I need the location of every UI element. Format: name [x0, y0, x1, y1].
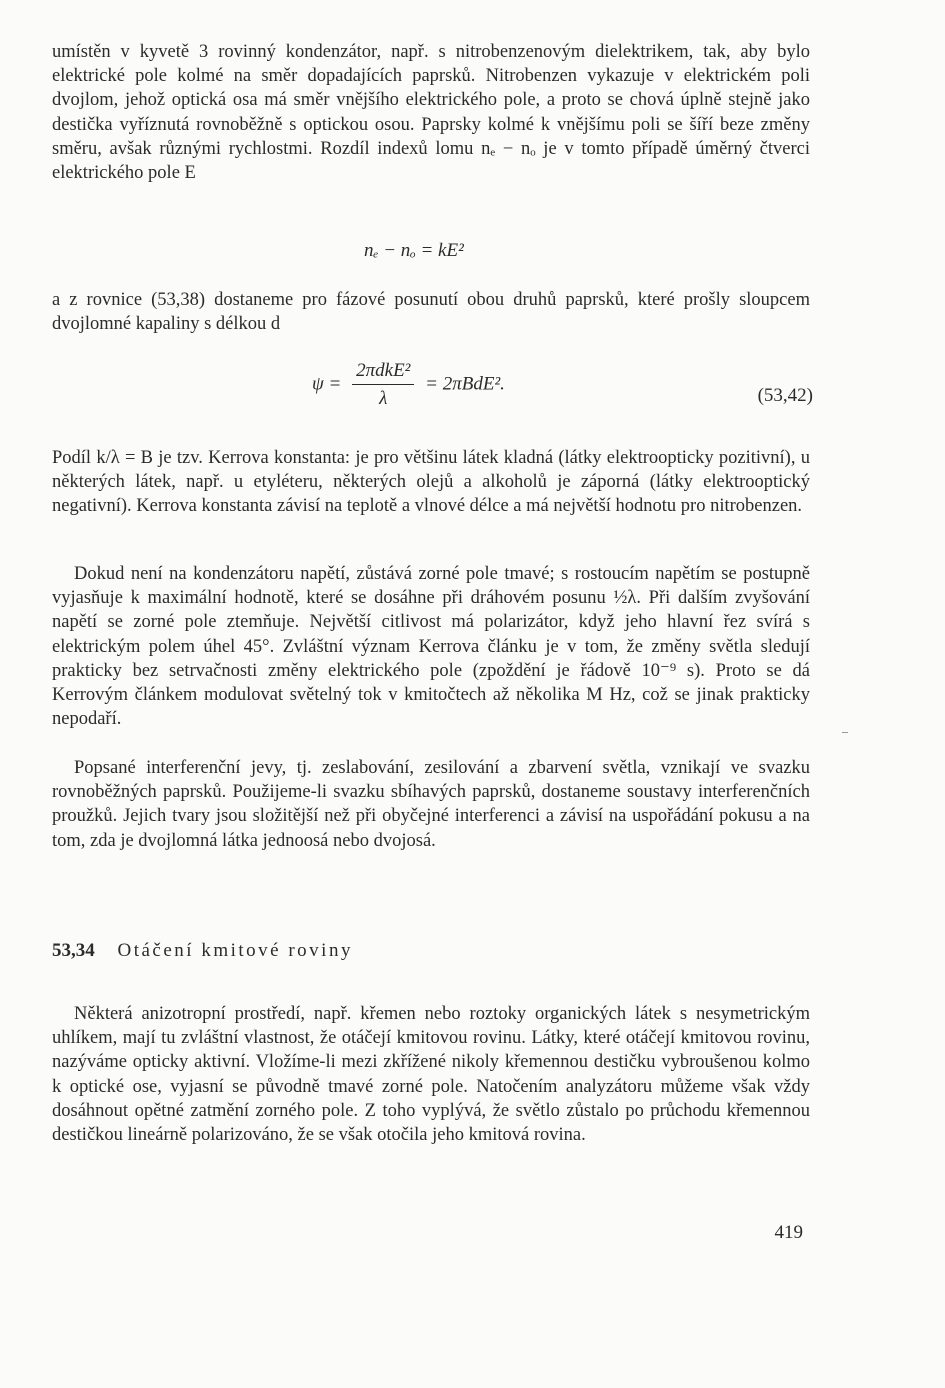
margin-mark [842, 732, 848, 733]
page-number: 419 [774, 1222, 803, 1243]
equation-fraction [352, 360, 414, 410]
paragraph-kerr-cell-behaviour: Dokud není na kondenzátoru napětí, zůstává zorné pole tmavé; s rostoucím napětím se postupně vyjasňuje k maximální hodnotě, které se dosáhne při dráhovém posunu ½λ. Při dalším zvyšování napětí se zorné pole ztemňuje. Největší citlivost má polarizátor, když jeho hlavní řez svírá s elektrickým polem úhel 45°. Zvláštní význam Kerrova článku je v tom, že změny světla sledují prakticky bez setrvačnosti změny elektrického pole (zpoždění je řádově 10⁻⁹ s). Proto se dá Kerrovým článkem modulovat světelný tok v kmitočtech až několika M Hz, což se jinak prakticky nepodaří. [52, 564, 810, 730]
equation-lhs: ψ = [312, 373, 342, 395]
paragraph-phase-shift: a z rovnice (53,38) dostaneme pro fázové posunutí obou druhů paprsků, které prošly sloupcem dvojlomné kapaliny s délkou d [52, 290, 810, 335]
section-title: Otáčení kmitové roviny [117, 940, 353, 961]
fraction-numerator: 2πdkE² [352, 360, 414, 385]
fraction-denominator: λ [379, 388, 388, 409]
section-number: 53,34 [52, 940, 95, 961]
equation-rhs: = 2πBdE². [425, 373, 505, 395]
section-heading [52, 940, 353, 962]
equation-index-difference: nₑ − nₒ = kE² [364, 240, 464, 261]
paragraph-optical-activity: Některá anizotropní prostředí, např. křemen nebo roztoky organických látek s nesymetrickým uhlíkem, mají tu zvláštní vlastnost, že otáčejí kmitovou rovinu. Látky, které otáčejí kmitovou rovinu, nazýváme opticky aktivní. Vložíme-li mezi zkřížené nikoly křemennou destičku vybroušenou kolmo k optické ose, vyjasní se původně tmavé zorné pole. Natočením analyzátoru můžeme však vždy dosáhnout opětné zatmění zorného pole. Z toho vyplývá, že světlo zůstalo po průchodu křemennou destičkou lineárně polarizováno, že se však otočila jeho kmitová rovina. [52, 1004, 810, 1146]
paragraph-kerr-constant: Podíl k/λ = B je tzv. Kerrova konstanta: je pro většinu látek kladná (látky elektroopticky pozitivní), u některých látek, např. u etyléteru, některých olejů a alkoholů je záporná (látky elektrooptický negativní). Kerrova konstanta závisí na teplotě a vlnové délce a má největší hodnotu pro nitrobenzen. [52, 448, 810, 517]
paragraph-kerr-cell-intro: umístěn v kyvetě 3 rovinný kondenzátor, např. s nitrobenzenovým dielektrikem, tak, aby bylo elektrické pole kolmé na směr dopadajících paprsků. Nitrobenzen vykazuje v elektrickém poli dvojlom, jehož optická osa má směr vnějšího elektrického pole, a proto se chová úplně stejně jako destička vyříznutá rovnoběžně s optickou osou. Paprsky kolmé k vnějšímu poli se šíří beze změny směru, avšak různými rychlostmi. Rozdíl indexů lomu nₑ − nₒ je v tomto případě úměrný čtverci elektrického pole E [52, 42, 810, 184]
equation-number: (53,42) [757, 385, 813, 406]
equation-phase-shift [312, 360, 505, 410]
paragraph-interference-phenomena: Popsané interferenční jevy, tj. zeslabování, zesilování a zbarvení světla, vznikají ve svazku rovnoběžných paprsků. Použijeme-li svazku sbíhavých paprsků, dostaneme soustavy interferenčních proužků. Jejich tvary jsou složitější než při obyčejné interferenci a závisí na uspořádání pokusu a na tom, zda je dvojlomná látka jednoosá nebo dvojosá. [52, 758, 810, 851]
